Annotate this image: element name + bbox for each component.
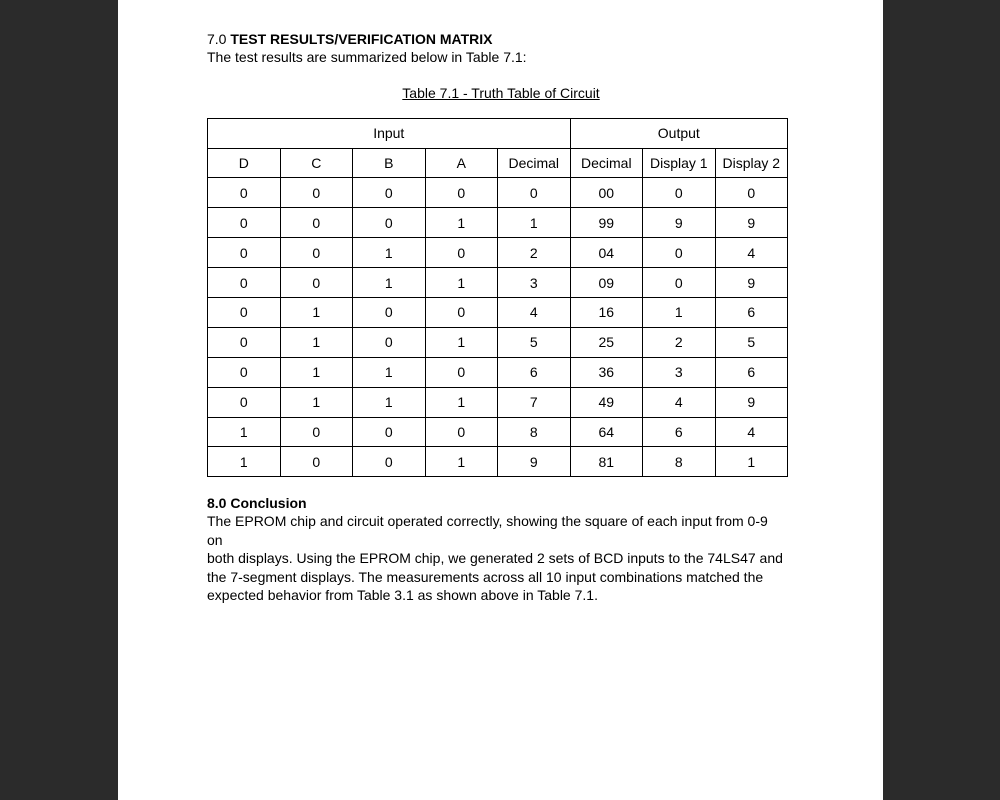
- table-cell: 04: [570, 238, 643, 268]
- table-cell: 5: [498, 327, 571, 357]
- table-cell: 49: [570, 387, 643, 417]
- table-cell: 1: [280, 297, 353, 327]
- table-cell: 8: [643, 447, 716, 477]
- table-cell: 1: [280, 387, 353, 417]
- conclusion-section: [207, 494, 787, 605]
- table-cell: 81: [570, 447, 643, 477]
- conclusion-line: The EPROM chip and circuit operated correctly, showing the square of each input from 0-9 on: [207, 513, 768, 548]
- column-header-input-decimal: Decimal: [498, 148, 571, 178]
- column-header-a: A: [425, 148, 498, 178]
- table-cell: 99: [570, 208, 643, 238]
- truth-table: [207, 118, 788, 478]
- table-cell: 0: [208, 357, 281, 387]
- table-cell: 0: [643, 238, 716, 268]
- table-cell: 0: [280, 178, 353, 208]
- table-cell: 6: [643, 417, 716, 447]
- table-cell: 1: [425, 268, 498, 298]
- table-cell: 1: [280, 327, 353, 357]
- table-cell: 0: [208, 327, 281, 357]
- document-page: [118, 0, 883, 800]
- table-cell: 6: [715, 357, 788, 387]
- section-7-intro: The test results are summarized below in Table 7.1:: [207, 49, 527, 65]
- conclusion-line: both displays. Using the EPROM chip, we generated 2 sets of BCD inputs to the 74LS47 and: [207, 550, 783, 567]
- table-cell: 0: [425, 357, 498, 387]
- table-cell: 0: [353, 327, 426, 357]
- table-cell: 0: [643, 268, 716, 298]
- table-cell: 1: [208, 417, 281, 447]
- table-row: [208, 238, 788, 268]
- table-cell: 9: [715, 268, 788, 298]
- table-cell: 1: [425, 387, 498, 417]
- table-cell: 0: [425, 297, 498, 327]
- table-row: [208, 208, 788, 238]
- table-cell: 0: [208, 208, 281, 238]
- table-cell: 0: [643, 178, 716, 208]
- table-cell: 1: [353, 238, 426, 268]
- table-cell: 0: [353, 417, 426, 447]
- table-cell: 0: [208, 178, 281, 208]
- column-header-b: B: [353, 148, 426, 178]
- table-cell: 1: [425, 447, 498, 477]
- table-cell: 0: [208, 297, 281, 327]
- section-7-title: TEST RESULTS/VERIFICATION MATRIX: [230, 31, 493, 47]
- table-cell: 0: [280, 447, 353, 477]
- table-cell: 0: [353, 297, 426, 327]
- column-header-c: C: [280, 148, 353, 178]
- table-group-header-row: [208, 118, 788, 148]
- table-row: [208, 297, 788, 327]
- table-cell: 0: [208, 268, 281, 298]
- table-cell: 8: [498, 417, 571, 447]
- table-cell: 1: [425, 208, 498, 238]
- table-row: [208, 387, 788, 417]
- section-7-number: 7.0: [207, 31, 227, 47]
- table-cell: 1: [280, 357, 353, 387]
- table-cell: 0: [208, 387, 281, 417]
- table-cell: 6: [715, 297, 788, 327]
- table-cell: 00: [570, 178, 643, 208]
- table-body: [208, 178, 788, 477]
- table-cell: 1: [208, 447, 281, 477]
- table-cell: 0: [715, 178, 788, 208]
- table-column-header-row: [208, 148, 788, 178]
- table-cell: 1: [715, 447, 788, 477]
- column-header-display-2: Display 2: [715, 148, 788, 178]
- table-cell: 9: [715, 208, 788, 238]
- section-7-heading: [207, 30, 787, 48]
- section-8-heading: 8.0 Conclusion: [207, 495, 307, 512]
- table-cell: 0: [353, 178, 426, 208]
- table-cell: 1: [425, 327, 498, 357]
- table-cell: 4: [643, 387, 716, 417]
- table-cell: 1: [353, 268, 426, 298]
- table-cell: 0: [208, 238, 281, 268]
- table-cell: 4: [715, 238, 788, 268]
- table-cell: 25: [570, 327, 643, 357]
- column-header-display-1: Display 1: [643, 148, 716, 178]
- conclusion-line: expected behavior from Table 3.1 as shown above in Table 7.1.: [207, 587, 598, 604]
- table-cell: 5: [715, 327, 788, 357]
- conclusion-line: the 7-segment displays. The measurements across all 10 input combinations matched the: [207, 568, 764, 585]
- table-cell: 6: [498, 357, 571, 387]
- page-content: [207, 30, 787, 605]
- table-cell: 16: [570, 297, 643, 327]
- table-cell: 9: [643, 208, 716, 238]
- table-cell: 1: [498, 208, 571, 238]
- table-cell: 0: [280, 417, 353, 447]
- table-cell: 3: [498, 268, 571, 298]
- table-cell: 2: [643, 327, 716, 357]
- table-cell: 0: [425, 178, 498, 208]
- column-header-d: D: [208, 148, 281, 178]
- table-row: [208, 327, 788, 357]
- table-cell: 0: [280, 208, 353, 238]
- table-cell: 1: [353, 387, 426, 417]
- table-caption: Table 7.1 - Truth Table of Circuit: [402, 84, 600, 101]
- table-cell: 9: [715, 387, 788, 417]
- table-cell: 2: [498, 238, 571, 268]
- table-cell: 7: [498, 387, 571, 417]
- column-header-output-decimal: Decimal: [570, 148, 643, 178]
- table-cell: 0: [353, 447, 426, 477]
- table-cell: 4: [498, 297, 571, 327]
- table-cell: 4: [715, 417, 788, 447]
- table-row: [208, 268, 788, 298]
- table-row: [208, 357, 788, 387]
- table-cell: 9: [498, 447, 571, 477]
- output-group-header: Output: [570, 118, 788, 148]
- table-row: [208, 417, 788, 447]
- table-cell: 1: [643, 297, 716, 327]
- table-cell: 64: [570, 417, 643, 447]
- table-cell: 0: [280, 268, 353, 298]
- table-row: [208, 178, 788, 208]
- input-group-header: Input: [208, 118, 571, 148]
- table-cell: 1: [353, 357, 426, 387]
- table-cell: 09: [570, 268, 643, 298]
- table-cell: 0: [425, 417, 498, 447]
- table-cell: 0: [353, 208, 426, 238]
- table-cell: 0: [280, 238, 353, 268]
- table-cell: 3: [643, 357, 716, 387]
- table-cell: 36: [570, 357, 643, 387]
- table-cell: 0: [498, 178, 571, 208]
- table-cell: 0: [425, 238, 498, 268]
- table-row: [208, 447, 788, 477]
